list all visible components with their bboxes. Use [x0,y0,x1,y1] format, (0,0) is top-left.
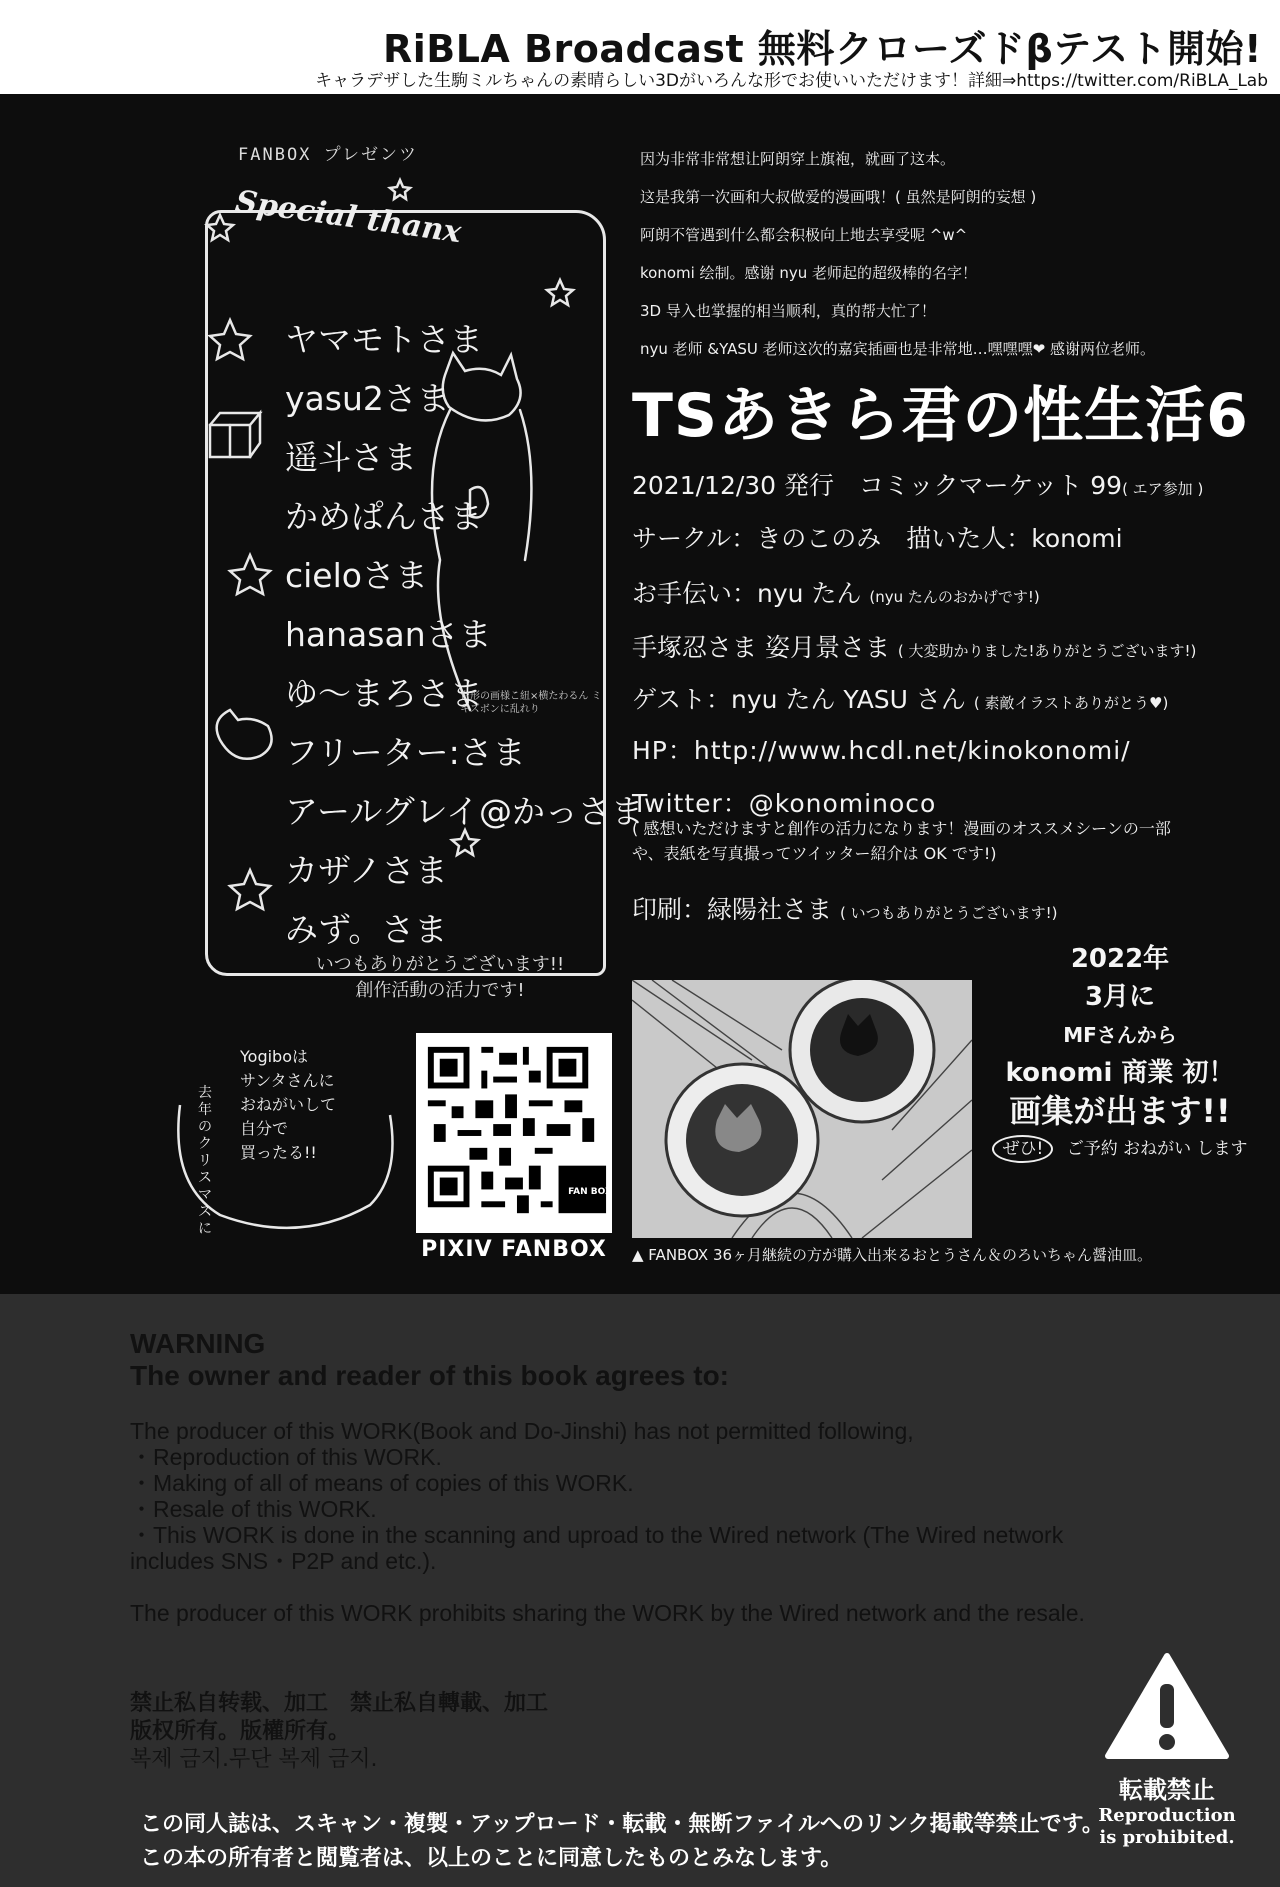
release-text: 2021/12/30 発行 コミックマーケット 99 [632,471,1123,500]
warning-bullet: ・Making of all of means of copies of this WORK. [130,1470,634,1496]
qr-code[interactable] [416,1033,612,1233]
release-note: ( エア参加 ) [1122,480,1204,498]
note-line: konomi 绘制。感谢 nyu 老师起的超级棒的名字！ [640,264,977,282]
assist-text: 手塚忍さま 姿月景さま [632,633,890,662]
twitter-link[interactable]: Twitter：@konominoco [632,789,937,818]
circle-info: サークル：きのこのみ 描いた人：konomi [632,524,1123,553]
warning-bullet: ・This WORK is done in the scanning and uproad to the Wired network (The Wired network includes SNS・P2P and etc.). [130,1522,1064,1574]
note-line: nyu 老师 &YASU 老师这次的嘉宾插画也是非常地…嘿嘿嘿❤ 感谢两位老师。 [640,340,1155,358]
print-note: ( いつもありがとうございます!) [839,904,1058,922]
hp-link[interactable]: HP：http://www.hcdl.net/kinokonomi/ [632,736,1131,765]
warning-paragraph: The producer of this WORK prohibits sharing the WORK by the Wired network and the resale. [130,1600,1085,1626]
star-icon [547,280,573,305]
thanks-footer [290,952,590,1004]
warning-bullet: ・Resale of this WORK. [130,1496,377,1522]
helper-info [632,574,1040,610]
warning-cjk-line: 版权所有。版權所有。 [130,1719,351,1744]
yogibo-line: Yogiboは [240,1047,308,1066]
star-icon [207,215,233,240]
yogibo-line: 自分で [240,1119,289,1138]
no-reproduction-badge [1092,1650,1242,1849]
guest-info [632,680,1168,716]
thanks-name: みず。さま [285,910,448,949]
warning-footer-line: この本の所有者と閲覧者は、以上のことに同意したものとみなします。 [140,1846,843,1871]
announce-line [990,1130,1250,1168]
star-icon [230,555,270,594]
twitter-note: ( 感想いただけますと創作の活力になります！漫画のオススメシーンの一部 [632,819,1171,838]
warning-triangle-icon [1102,1650,1232,1762]
announcement-note [990,940,1250,1168]
warning-paragraph: The producer of this WORK(Book and Do-Jinshi) has not permitted following, [130,1418,914,1444]
thanks-name: フリーター:さま [285,733,526,772]
announce-request: ご予約 おねがい します [1066,1139,1248,1159]
announce-line: MFさんから [1063,1023,1177,1047]
thanks-name-list [285,310,645,959]
warning-footer-line: この同人誌は、スキャン・複製・アップロード・転載・無断ファイルへのリンク掲載等禁止です。 [140,1812,1104,1837]
warning-icon-label: 転載禁止 [1119,1776,1215,1804]
qr-code-graphic [416,1033,612,1233]
release-info [632,466,1203,502]
star-icon [210,320,250,359]
photo-caption: ▲ FANBOX 36ヶ月継続の方が購入出来るおとうさん＆のろいちゃん醤油皿。 [632,1246,1153,1264]
thanks-name: ゆ〜まろさま [285,674,483,713]
announce-line: konomi 商業 初！ [1005,1058,1235,1088]
warning-title: WARNING [130,1328,266,1359]
thanks-name: カザノさま [285,851,448,890]
warning-cjk [130,1690,548,1774]
notes-block [640,140,1260,368]
star-icon [390,180,410,199]
warning-icon-en: is prohibited. [1099,1827,1235,1848]
thanks-side-note: 台形の画様こ紐×横たわるん ミキズボンに乱れり [460,691,602,715]
thanks-name: hanasanさま [285,615,492,654]
qr-label: PIXIV FANBOX [421,1237,607,1262]
warning-footer [140,1808,1104,1876]
assist-info [632,628,1196,664]
thanks-name: yasu2さま [285,379,450,418]
announce-line: 3月に [1084,982,1156,1012]
warning-bullet: ・Reproduction of this WORK. [130,1444,442,1470]
twitter-note: や、表紙を写真撮ってツイッター紹介は OK です!) [632,844,997,863]
thanks-footer-line: 創作活動の活力です! [355,980,525,1001]
book-title: TSあきら君の性生活6 [632,381,1249,451]
assist-note: ( 大変助かりました!ありがとうございます!) [897,642,1197,660]
thanks-name: cieloさま [285,556,428,595]
warning-icon-en: Reproduction [1098,1805,1236,1826]
announce-badge: ぜひ! [992,1135,1053,1163]
thanks-name: 遥斗さま [285,438,417,477]
thanks-header: FANBOX プレゼンツ [238,145,418,165]
announce-line: 画集が出ます!! [1009,1092,1231,1130]
star-icon [230,870,270,909]
thanks-name: アールグレイ@かっさま [285,792,645,831]
thanks-title: Special thanx [233,184,464,251]
note-line: 3D 导入也掌握的相当顺利，真的帮大忙了！ [640,302,936,320]
guest-text: ゲスト：nyu たん YASU さん [632,685,966,714]
warning-cjk-line: 禁止私自转载、加工 禁止私自轉載、加工 [130,1691,549,1716]
warning-cjk-line: 복제 금지.무단 복제 금지. [130,1747,378,1772]
yogibo-note [180,1045,390,1237]
thanks-footer-line: いつもありがとうございます!! [315,954,565,975]
warning-subtitle: The owner and reader of this book agrees to: [130,1360,729,1391]
helper-text: お手伝い：nyu たん [632,579,862,608]
helper-note: (nyu たんのおかげです!) [869,588,1040,606]
yogibo-line: 買ったる!! [240,1143,317,1162]
banner-title: RiBLA Broadcast 無料クローズドβテスト開始! [382,27,1262,71]
yogibo-side: 去年のクリスマスに [198,1085,212,1237]
note-line: 因为非常非常想让阿朗穿上旗袍，就画了这本。 [640,150,956,168]
announce-line: 2022年 [1070,944,1170,974]
print-info [632,890,1057,926]
product-photo [632,980,972,1238]
note-line: 这是我第一次画和大叔做爱的漫画哦！( 虽然是阿朗的妄想 ) [640,188,1037,206]
soy-dish-photo [632,980,972,1238]
note-line: 阿朗不管遇到什么都会积极向上地去享受呢 ^w^ [640,226,968,244]
qr-corner-label: FAN BOX [568,1187,612,1197]
thanks-name: ヤマモトさま [285,320,483,359]
thanks-name: かめぱんさま [285,497,483,536]
warning-body [130,1418,1090,1626]
cat-face-doodle [217,710,272,759]
print-text: 印刷：緑陽社さま [632,895,833,924]
yogibo-line: おねがいして [240,1095,337,1114]
guest-note: ( 素敵イラストありがとう♥) [973,694,1169,712]
banner-subtitle: キャラデザした生駒ミルちゃんの素晴らしい3Dがいろんな形でお使いいただけます！詳細⇒https://twitter.com/RiBLA_Lab [315,71,1268,91]
yogibo-line: サンタさんに [240,1071,335,1090]
